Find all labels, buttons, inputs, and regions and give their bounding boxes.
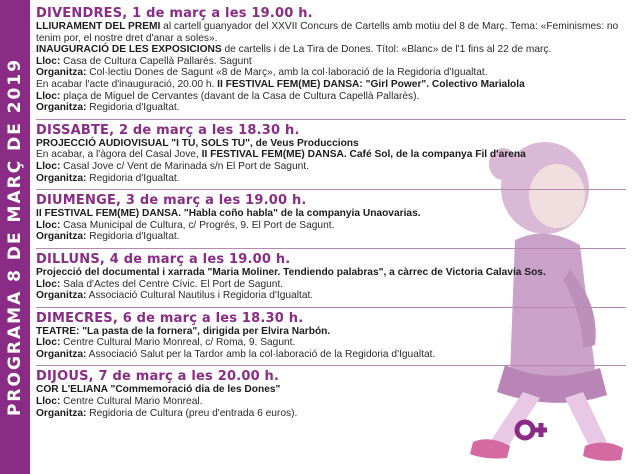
- event-divider: [36, 119, 626, 120]
- event-line-text: plaça de Miguel de Cervantes (davant de la Casa de Cultura Capellà Pallarès).: [60, 90, 420, 102]
- event-line: [36, 396, 628, 408]
- event-divider: [36, 365, 626, 366]
- event-line-text: En acabar, a l'àgora del Casal Jove,: [36, 149, 202, 161]
- event-line: [36, 67, 628, 79]
- event-block: [36, 6, 628, 114]
- event-line-text: En acabar l'acte d'inauguració, 20.00 h.: [36, 78, 218, 90]
- event-line: [36, 161, 628, 173]
- event-line-label: COR L'ELIANA "Commemoració dia de les Dones": [36, 384, 281, 396]
- event-line: [36, 267, 628, 279]
- event-divider: [36, 307, 626, 308]
- event-date: DIJOUS, 7 de març a les 20.00 h.: [36, 369, 280, 385]
- event-line-text: Casal Jove c/ Vent de Marinada s/n El Port de Sagunt.: [60, 160, 309, 172]
- event-line-text: Sala d'Actes del Centre Cívic. El Port de Sagunt.: [60, 278, 284, 290]
- event-line-label: Lloc:: [36, 337, 61, 349]
- event-block: [36, 252, 628, 302]
- sidebar-banner: [0, 0, 30, 474]
- event-line-text: Centre Cultural Mario Monreal.: [60, 396, 203, 408]
- event-date: DIMECRES, 6 de març a les 18.30 h.: [36, 310, 304, 326]
- event-line-text: Regidoria de Cultura (preu d'entrada 6 euros).: [86, 407, 298, 419]
- event-line: [36, 21, 628, 44]
- event-line-label: Organitza:: [36, 172, 87, 184]
- event-line: [36, 384, 628, 396]
- event-block: [36, 369, 628, 419]
- event-line: [36, 56, 628, 68]
- event-line-text: al cartell guanyador del XXVII Concurs de Cartells amb motiu del 8 de Març. Tema: «Feminismes: no tenim por, el nostre dret d'anar a soles».: [36, 21, 619, 44]
- event-line: [36, 138, 628, 150]
- event-line-label: INAUGURACIÓ DE LES EXPOSICIONS: [36, 44, 222, 56]
- event-date: DISSABTE, 2 de març a les 18.30 h.: [36, 122, 300, 138]
- sidebar-title: PROGRAMA 8 DE MARÇ DE 2019: [5, 57, 25, 417]
- event-line-label: Organitza:: [36, 290, 87, 302]
- event-date: DIVENDRES, 1 de març a les 19.00 h.: [36, 6, 313, 21]
- event-line: [36, 220, 628, 232]
- event-line: [36, 279, 628, 291]
- event-line-label: Lloc:: [36, 90, 61, 102]
- event-line-label: II FESTIVAL FEM(ME) DANSA. "Habla coño habla" de la companyia Unaovarias.: [36, 208, 421, 220]
- event-line: [36, 326, 628, 338]
- event-line-label: Lloc:: [36, 160, 61, 172]
- event-line-label: TEATRE: "La pasta de la fornera", dirigida per Elvira Narbón.: [36, 325, 331, 337]
- event-line: [36, 290, 628, 302]
- event-line-label: Organitza:: [36, 348, 87, 360]
- venus-symbol-icon: [517, 422, 547, 438]
- event-line-label: Lloc:: [36, 396, 61, 408]
- event-line-text: Col·lectiu Dones de Sagunt «8 de Març», amb la col·laboració de la Regidoria d'Igualtat.: [86, 67, 488, 79]
- event-line: [36, 102, 628, 114]
- event-line-text: Regidoria d'Igualtat.: [86, 102, 180, 114]
- event-line: [36, 44, 628, 56]
- event-line-label: Organitza:: [36, 407, 87, 419]
- event-line-text: Casa de Cultura Capellà Pallarés. Sagunt: [60, 55, 252, 67]
- event-line-label: Organitza:: [36, 102, 87, 114]
- event-line-label: Lloc:: [36, 55, 61, 67]
- event-line: [36, 173, 628, 185]
- event-line-text: Regidoria d'Igualtat.: [86, 231, 180, 243]
- event-block: [36, 193, 628, 243]
- event-line-highlight: II FESTIVAL FEM(ME) DANSA. Café Sol, de la companya Fil d'arena: [201, 149, 526, 161]
- event-date: DIUMENGE, 3 de març a les 19.00 h.: [36, 193, 307, 209]
- event-line-highlight: II FESTIVAL FEM(ME) DANSA: "Girl Power". Colectivo Marialola: [217, 78, 525, 90]
- event-line-label: PROJECCIÓ AUDIOVISUAL "I TU, SOLS TU", de Veus Produccions: [36, 137, 359, 149]
- event-line: [36, 149, 628, 161]
- event-line: [36, 408, 628, 420]
- event-line-text: Regidoria d'Igualtat.: [86, 172, 180, 184]
- event-line-label: LLIURAMENT DEL PREMI: [36, 21, 161, 32]
- event-line-text: Casa Municipal de Cultura, c/ Progrés, 9. El Port de Sagunt.: [60, 219, 335, 231]
- event-line: [36, 79, 628, 91]
- program-list: [36, 6, 628, 424]
- event-line: [36, 208, 628, 220]
- event-line-label: Organitza:: [36, 231, 87, 243]
- event-divider: [36, 248, 626, 249]
- event-line-text: de cartells i de La Tira de Dones. Títol: «Blanc» de l'1 fins al 22 de març.: [221, 44, 552, 56]
- event-line-text: Associació Cultural Nautilus i Regidoria d'Igualtat.: [86, 290, 314, 302]
- event-line: [36, 91, 628, 103]
- event-line-label: Projecció del documental i xarrada "Maria Moliner. Tendiendo palabras", a càrrec de Victoria Calavia Sos.: [36, 266, 546, 278]
- event-line-label: Lloc:: [36, 278, 61, 290]
- event-line-text: Associació Salut per la Tardor amb la col·laboració de la Regidoria d'Igualtat.: [86, 348, 436, 360]
- event-date: DILLUNS, 4 de març a les 19.00 h.: [36, 251, 291, 267]
- event-line: [36, 231, 628, 243]
- event-line-label: Organitza:: [36, 67, 87, 79]
- event-block: [36, 311, 628, 361]
- event-line-text: Centre Cultural Mario Monreal, c/ Roma, 9. Sagunt.: [60, 337, 296, 349]
- event-line: [36, 337, 628, 349]
- event-divider: [36, 189, 626, 190]
- event-block: [36, 123, 628, 184]
- event-line: [36, 349, 628, 361]
- event-line-label: Lloc:: [36, 219, 61, 231]
